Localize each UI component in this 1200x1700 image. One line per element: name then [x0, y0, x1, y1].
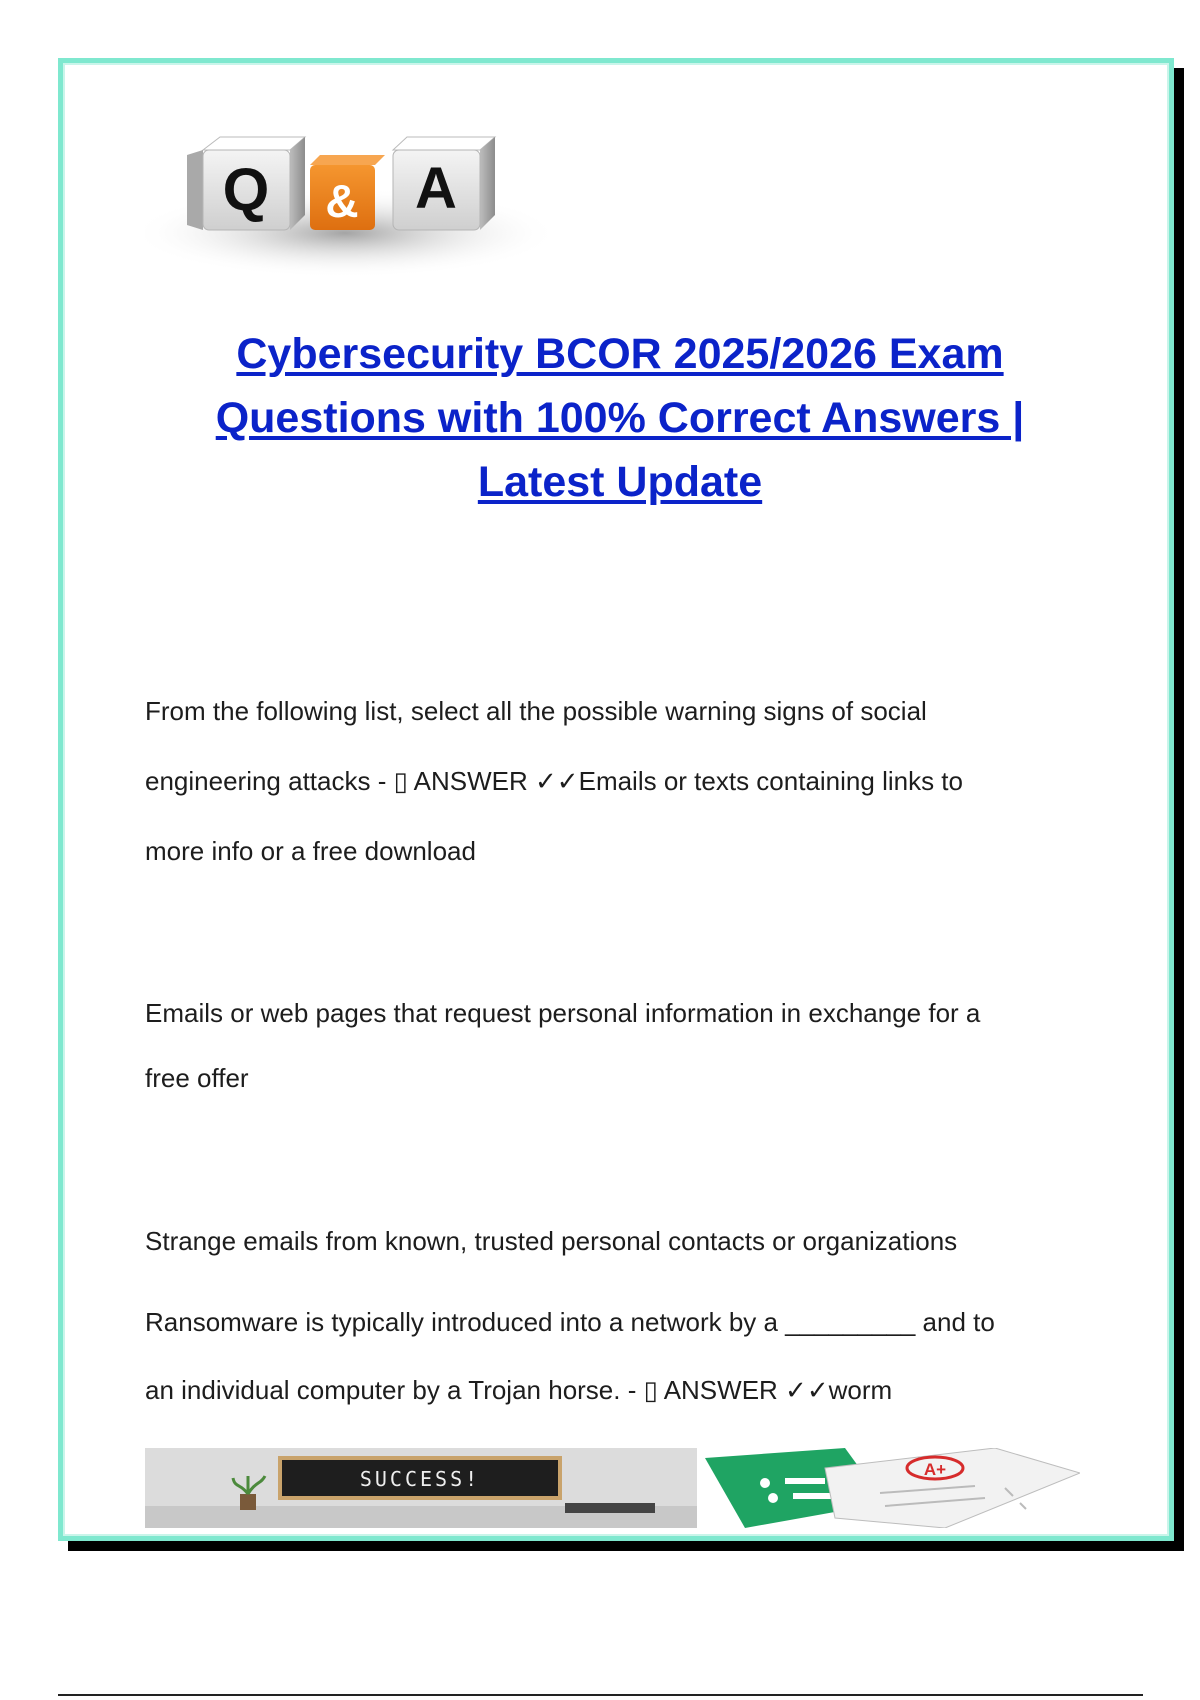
chalkboard-text: SUCCESS!: [359, 1467, 481, 1491]
graded-test-paper-icon: [705, 1448, 1080, 1528]
a-letter: A: [415, 156, 457, 221]
answer-item-2-line-2: free offer: [145, 1063, 249, 1093]
ampersand-letter: &: [325, 175, 359, 227]
q-die: [187, 137, 305, 230]
qa-dice-logo-icon: [145, 105, 560, 290]
ampersand-die: [310, 155, 385, 230]
a-die: [393, 137, 495, 230]
success-chalkboard-icon: [145, 1448, 697, 1528]
q1-line-3: more info or a free download: [145, 836, 476, 866]
title-line-2: Questions with 100% Correct Answers |: [215, 394, 1025, 442]
document-title[interactable]: [140, 322, 1100, 514]
answer-item-2-line-1: Emails or web pages that request personal information in exchange for a: [145, 998, 981, 1028]
q1-line-1: From the following list, select all the possible warning signs of social: [145, 696, 927, 726]
bottom-image-strip: [145, 1448, 1080, 1528]
q2-line-1: Ransomware is typically introduced into a network by a _________ and to: [145, 1307, 995, 1337]
footer-rule: [58, 1694, 1143, 1696]
q-letter: Q: [222, 156, 270, 223]
q2-line-2: an individual computer by a Trojan horse. - ▯ ANSWER ✓✓worm: [145, 1375, 893, 1405]
grade-text: A+: [923, 1460, 947, 1479]
q1-line-2: engineering attacks - ▯ ANSWER ✓✓Emails or texts containing links to: [145, 766, 963, 796]
title-line-1: Cybersecurity BCOR 2025/2026 Exam: [236, 330, 1004, 378]
title-line-3: Latest Update: [477, 458, 763, 506]
answer-item-3: Strange emails from known, trusted personal contacts or organizations: [145, 1226, 958, 1256]
